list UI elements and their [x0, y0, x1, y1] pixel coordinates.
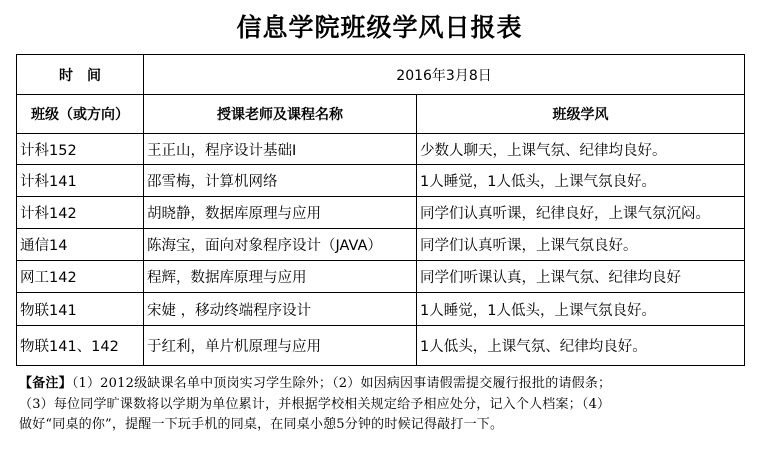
remarks-label: 【备注】: [19, 376, 72, 391]
table-row: [17, 261, 745, 293]
class-cell: 计科141: [17, 165, 144, 197]
teacher-course-cell: 陈海宝，面向对象程序设计（JAVA）: [144, 229, 417, 261]
remarks-line: （3）每位同学旷课数将以学期为单位累计，并根据学校相关规定给予相应处分，记入个人档案；（4）: [19, 396, 611, 412]
time-label: 时 间: [17, 55, 144, 95]
table-row: [17, 134, 745, 165]
header-class: 班级（或方向）: [17, 95, 144, 134]
date-row: [17, 55, 745, 95]
style-cell: 同学们认真听课，纪律良好，上课气氛沉闷。: [417, 197, 745, 229]
style-cell: 同学们听课认真，上课气氛、纪律均良好: [417, 261, 745, 293]
class-cell: 物联141、142: [17, 326, 144, 366]
teacher-course-cell: 王正山，程序设计基础I: [144, 134, 417, 165]
class-cell: 计科142: [17, 197, 144, 229]
class-cell: 物联141: [17, 293, 144, 326]
style-cell: 同学们认真听课，上课气氛良好。: [417, 229, 745, 261]
remarks-line: 做好“同桌的你”，提醒一下玩手机的同桌，在同桌小憩5分钟的时候记得敲打一下。: [19, 417, 504, 432]
teacher-course-cell: 于红利，单片机原理与应用: [144, 326, 417, 366]
table-row: [17, 229, 745, 261]
remarks-line: [19, 374, 747, 395]
style-cell: 1人睡觉，1人低头，上课气氛良好。: [417, 293, 745, 326]
header-teacher-course: 授课老师及课程名称: [144, 95, 417, 134]
report-table: [16, 54, 745, 366]
table-row: [17, 197, 745, 229]
header-row: [17, 95, 745, 134]
class-cell: 计科152: [17, 134, 144, 165]
remarks-text: （1）2012级缺课名单中顶岗实习学生除外；（2）如因病因事请假需提交履行报批的请假条；: [71, 376, 612, 391]
style-cell: 少数人聊天，上课气氛、纪律均良好。: [417, 134, 745, 165]
teacher-course-cell: 程辉，数据库原理与应用: [144, 261, 417, 293]
report-title: 信息学院班级学风日报表: [236, 13, 523, 42]
teacher-course-cell: 邵雪梅，计算机网络: [144, 165, 417, 197]
remarks: [19, 374, 747, 436]
style-cell: 1人睡觉，1人低头，上课气氛良好。: [417, 165, 745, 197]
report-date: 2016年3月8日: [144, 55, 745, 95]
header-class-style: 班级学风: [417, 95, 745, 134]
table-row: [17, 326, 745, 366]
table-row: [17, 165, 745, 197]
class-cell: 网工142: [17, 261, 144, 293]
style-cell: 1人低头，上课气氛、纪律均良好。: [417, 326, 745, 366]
teacher-course-cell: 胡晓静，数据库原理与应用: [144, 197, 417, 229]
class-cell: 通信14: [17, 229, 144, 261]
table-row: [17, 293, 745, 326]
teacher-course-cell: 宋婕 ，移动终端程序设计: [144, 293, 417, 326]
